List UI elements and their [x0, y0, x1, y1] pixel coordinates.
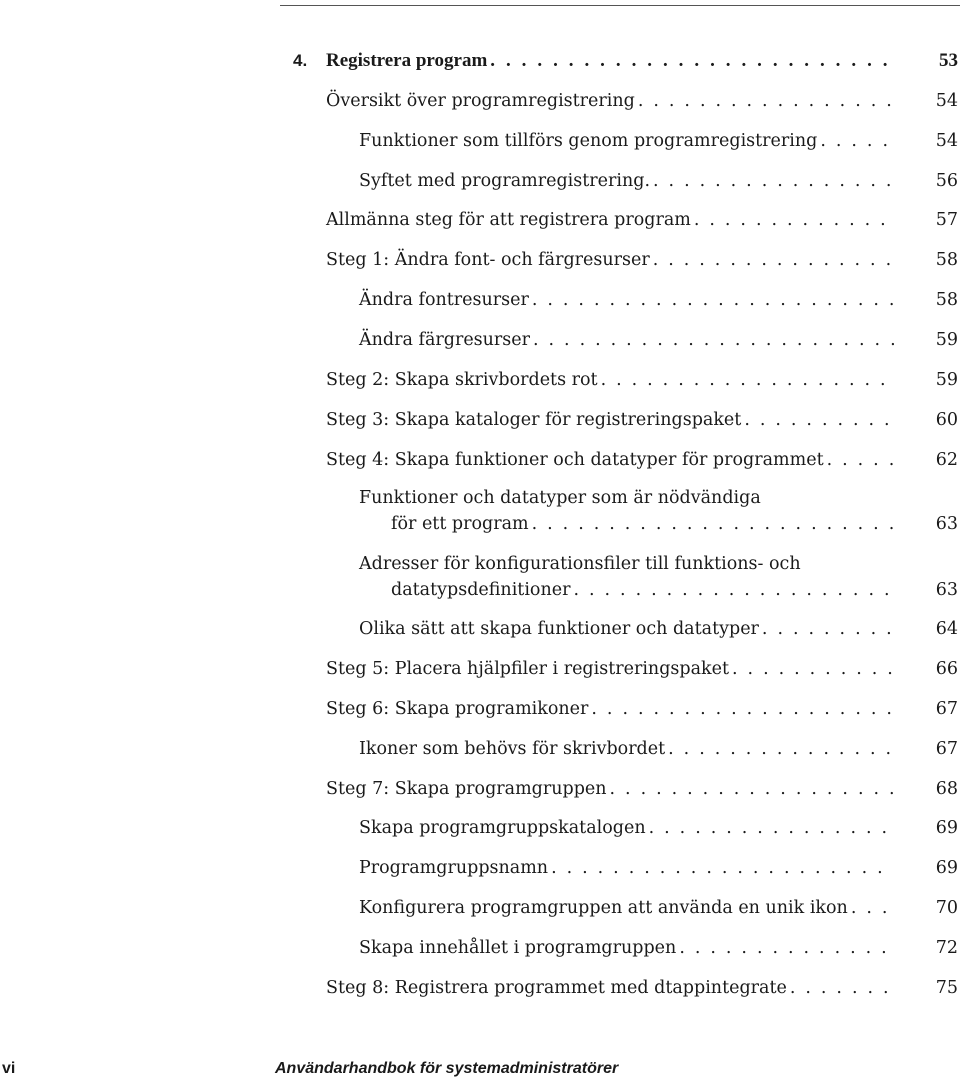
- toc-entry-title-line2: datatypsdefinitioner: [391, 580, 571, 600]
- footer-book-title: Användarhandbok för systemadministratörer: [275, 1060, 619, 1077]
- dot-leader: [533, 327, 894, 353]
- toc-entry-page: 68: [935, 779, 958, 799]
- toc-entry-title: Steg 1: Ändra font- och färgresurser: [326, 250, 650, 270]
- toc-entry-title: Funktioner som tillförs genom programregistrering: [359, 131, 818, 151]
- toc-entry[interactable]: [326, 367, 958, 393]
- toc-entry[interactable]: [359, 616, 958, 642]
- dot-leader: [851, 895, 894, 921]
- toc-entry-title: Steg 5: Placera hjälpfiler i registreringspaket: [326, 659, 730, 679]
- dot-leader: [790, 975, 894, 1001]
- dot-leader: [638, 88, 894, 114]
- dot-leader: [573, 577, 894, 603]
- toc-entry-page: 58: [935, 250, 958, 270]
- toc-entry[interactable]: [326, 656, 958, 682]
- toc-entry-title: Syftet med programregistrering.: [359, 171, 651, 191]
- toc-entry-title: Översikt över programregistrering: [326, 91, 635, 111]
- chapter-number: 4.: [293, 51, 308, 70]
- toc-entry[interactable]: [359, 855, 958, 881]
- toc-entry[interactable]: [326, 776, 958, 802]
- dot-leader: [679, 935, 894, 961]
- toc-entry-title-line1: Adresser för konfigurationsfiler till funktions- och: [359, 554, 801, 574]
- toc-entry[interactable]: [359, 485, 958, 537]
- toc-entry-page: 63: [935, 580, 958, 600]
- dot-leader: [820, 128, 894, 154]
- toc-entry[interactable]: [326, 247, 958, 273]
- toc-entry-title: Ändra färgresurser: [359, 330, 530, 350]
- toc-entry-title: Skapa programgruppskatalogen: [359, 818, 646, 838]
- toc-entry[interactable]: [359, 551, 958, 603]
- toc-entry-page: 60: [935, 410, 958, 430]
- toc-entry-title: Steg 3: Skapa kataloger för registreringspaket: [326, 410, 742, 430]
- dot-leader: [668, 736, 894, 762]
- toc-entry-page: 54: [935, 91, 958, 111]
- toc-entry-title: Konfigurera programgruppen att använda en unik ikon: [359, 898, 848, 918]
- toc-chapter-entry[interactable]: [326, 48, 958, 74]
- toc-entry-page: 67: [935, 739, 958, 759]
- toc-entry[interactable]: [359, 168, 958, 194]
- dot-leader: [490, 48, 894, 74]
- top-rule: [280, 5, 960, 6]
- dot-leader: [694, 207, 894, 233]
- toc-entry-page: 63: [935, 514, 958, 534]
- toc-entry[interactable]: [359, 895, 958, 921]
- footer-page-number: vi: [2, 1060, 16, 1077]
- toc-entry-page: 58: [935, 290, 958, 310]
- toc-entry[interactable]: [359, 815, 958, 841]
- dot-leader: [732, 656, 894, 682]
- toc-entry-title: Steg 6: Skapa programikoner: [326, 699, 589, 719]
- toc-entry-page: 70: [935, 898, 958, 918]
- toc-entry-page: 69: [935, 818, 958, 838]
- dot-leader: [610, 776, 894, 802]
- toc-entry-title-line2: för ett program: [391, 514, 529, 534]
- toc-entry-page: 66: [935, 659, 958, 679]
- toc-entry-title: Registrera program: [326, 50, 488, 71]
- toc-entry-title: Steg 2: Skapa skrivbordets rot: [326, 370, 598, 390]
- toc-entry[interactable]: [326, 696, 958, 722]
- toc-entry-page: 54: [935, 131, 958, 151]
- toc-entry[interactable]: [359, 287, 958, 313]
- toc-entry-title: Steg 7: Skapa programgruppen: [326, 779, 607, 799]
- dot-leader: [762, 616, 894, 642]
- toc-entry-title: Olika sätt att skapa funktioner och datatyper: [359, 619, 759, 639]
- dot-leader: [532, 287, 894, 313]
- toc-entry-page: 72: [935, 938, 958, 958]
- dot-leader: [649, 815, 894, 841]
- toc-entry-title: Steg 8: Registrera programmet med dtappintegrate: [326, 978, 787, 998]
- toc-entry-page: 56: [935, 171, 958, 191]
- toc-entry-title: Skapa innehållet i programgruppen: [359, 938, 677, 958]
- dot-leader: [532, 511, 894, 537]
- toc-entry-page: 59: [935, 330, 958, 350]
- toc-entry[interactable]: [359, 935, 958, 961]
- toc-entry-page: 69: [935, 858, 958, 878]
- toc-entry-title: Allmänna steg för att registrera program: [326, 210, 691, 230]
- toc-entry-title: Programgruppsnamn: [359, 858, 549, 878]
- dot-leader: [591, 696, 894, 722]
- toc-entry[interactable]: [326, 407, 958, 433]
- dot-leader: [653, 247, 894, 273]
- toc-entry-page: 64: [935, 619, 958, 639]
- toc-entry[interactable]: [326, 975, 958, 1001]
- toc-entry-page: 75: [935, 978, 958, 998]
- toc-entry-title-line1: Funktioner och datatyper som är nödvändiga: [359, 488, 761, 508]
- toc-entry-page: 57: [935, 210, 958, 230]
- toc-entry-title: Ikoner som behövs för skrivbordet: [359, 739, 666, 759]
- toc-entry-page: 62: [935, 450, 958, 470]
- toc-entry[interactable]: [359, 736, 958, 762]
- toc-entry-page: 67: [935, 699, 958, 719]
- toc-entry[interactable]: [326, 207, 958, 233]
- toc-entry-title: Steg 4: Skapa funktioner och datatyper för programmet: [326, 450, 824, 470]
- dot-leader: [827, 447, 894, 473]
- dot-leader: [551, 855, 894, 881]
- toc-entry[interactable]: [359, 128, 958, 154]
- toc-entry-page: 53: [939, 50, 958, 71]
- dot-leader: [601, 367, 894, 393]
- toc-entry-title: Ändra fontresurser: [359, 290, 529, 310]
- toc-entry[interactable]: [359, 327, 958, 353]
- toc-entry[interactable]: [326, 88, 958, 114]
- page-footer: [0, 1060, 960, 1080]
- dot-leader: [653, 168, 894, 194]
- toc-entry[interactable]: [326, 447, 958, 473]
- dot-leader: [744, 407, 894, 433]
- toc-entry-page: 59: [935, 370, 958, 390]
